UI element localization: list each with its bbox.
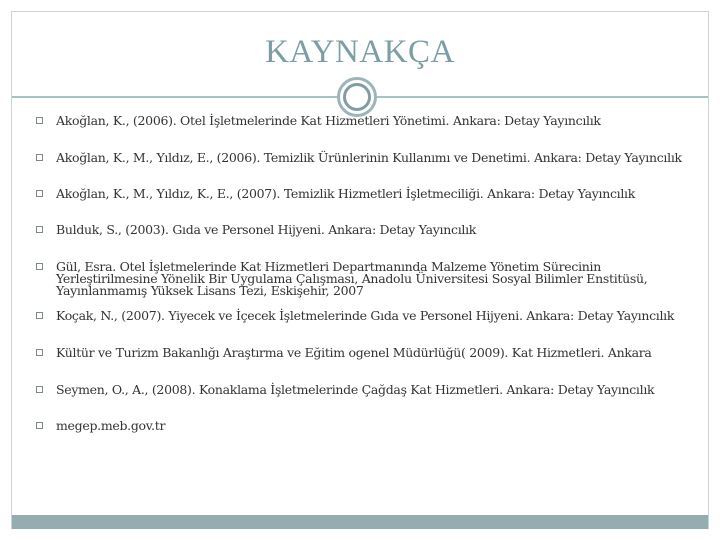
reference-item	[36, 261, 696, 297]
reference-item	[36, 420, 696, 432]
reference-list	[36, 115, 696, 432]
reference-item	[36, 152, 696, 164]
reference-item	[36, 347, 696, 359]
reference-text: Kültür ve Turizm Bakanlığı Araştırma ve Eğitim ogenel Müdürlüğü( 2009). Kat Hizmetleri. Ankara	[56, 345, 652, 360]
bullet-icon	[36, 226, 43, 233]
bullet-icon	[36, 263, 43, 270]
reference-text: Akoğlan, K., M., Yıldız, E., (2006). Temizlik Ürünlerinin Kullanımı ve Denetimi. Ankara: Detay Yayıncılık	[56, 150, 682, 165]
reference-text: Akoğlan, K., M., Yıldız, K., E., (2007). Temizlik Hizmetleri İşletmeciliği. Ankara: Detay Yayıncılık	[56, 186, 636, 201]
reference-item	[36, 384, 696, 396]
bullet-icon	[36, 312, 43, 319]
reference-text: Koçak, N., (2007). Yiyecek ve İçecek İşletmelerinde Gıda ve Personel Hijyeni. Ankara: Detay Yayıncılık	[56, 308, 675, 323]
reference-text: Seymen, O., A., (2008). Konaklama İşletmelerinde Çağdaş Kat Hizmetleri. Ankara: Detay Yayıncılık	[56, 382, 655, 397]
reference-item	[36, 115, 696, 127]
reference-text: Bulduk, S., (2003). Gıda ve Personel Hijyeni. Ankara: Detay Yayıncılık	[56, 222, 477, 237]
bullet-icon	[36, 386, 43, 393]
bullet-icon	[36, 349, 43, 356]
reference-item	[36, 310, 696, 322]
decorative-ring-icon	[337, 77, 377, 117]
bullet-icon	[36, 117, 43, 124]
bullet-icon	[36, 190, 43, 197]
reference-item	[36, 224, 696, 236]
bullet-icon	[36, 154, 43, 161]
reference-text: Akoğlan, K., (2006). Otel İşletmelerinde Kat Hizmetleri Yönetimi. Ankara: Detay Yayıncılık	[56, 113, 601, 128]
bullet-icon	[36, 422, 43, 429]
slide-title: KAYNAKÇA	[265, 34, 455, 70]
reference-item	[36, 188, 696, 200]
reference-text: Gül, Esra. Otel İşletmelerinde Kat Hizmetleri Departmanında Malzeme Yönetim Sürecinin Yerleştirilmesine Yönelik Bir Uygulama Çalışması, Anadolu Üniversitesi Sosyal Bilimler Enstitüsü, Yayınlanmamış Yüksek Lisans Tezi, Eskişehir, 2007	[56, 259, 648, 298]
reference-text: megep.meb.gov.tr	[56, 418, 166, 433]
footer-bar	[12, 515, 708, 529]
